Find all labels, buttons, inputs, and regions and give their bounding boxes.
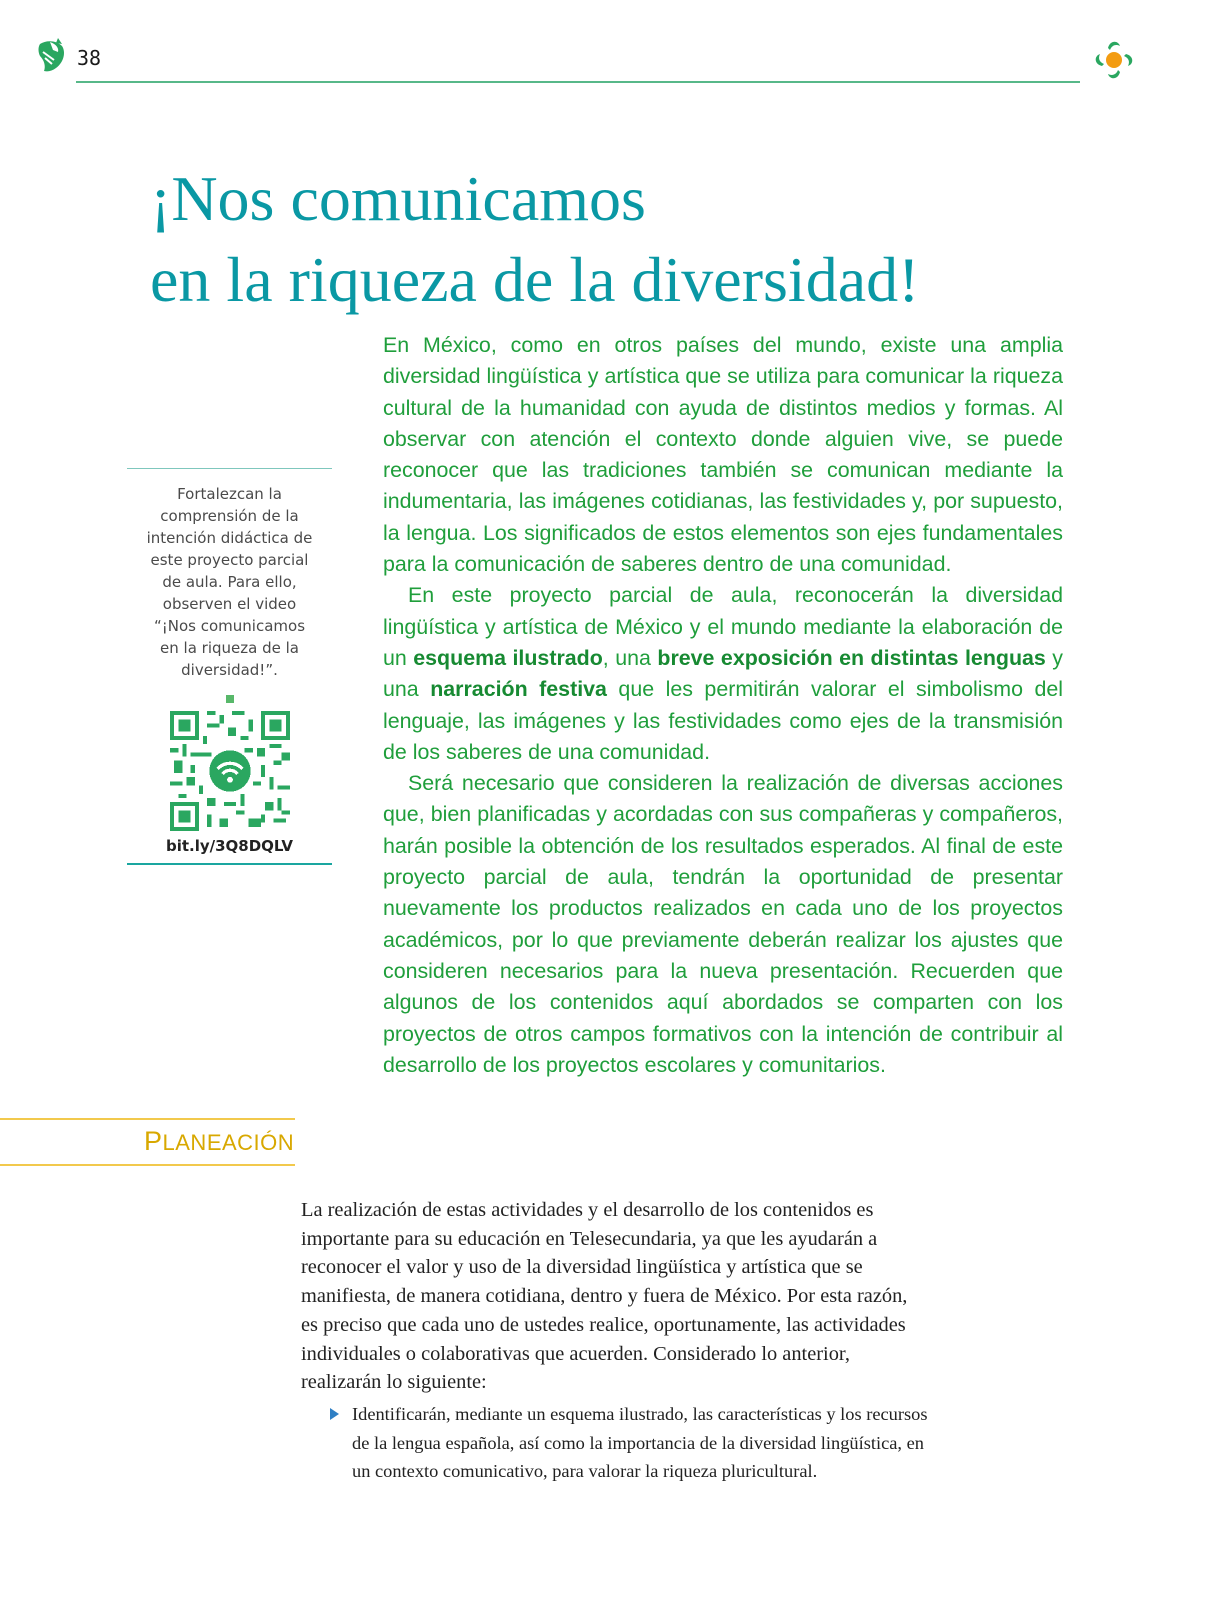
list-item-text: Identificarán, mediante un esquema ilustrado, las características y los recursos de la lengua española, así como la importancia de la diversidad lingüística, en un contexto comunicativo, para valorar la riqueza pluricultural. (352, 1404, 928, 1482)
planning-paragraph (301, 1196, 927, 1397)
intro-paragraph-2 (383, 580, 1063, 768)
intro-p2-text: y una (383, 645, 1063, 702)
intro-paragraph-3: Será necesario que consideren la realización de diversas acciones que, bien planificadas y acordadas con sus compañeras y compañeros, harán posible la obtención de los resultados esperados. Al final de este proyecto parcial de aula, tendrán la oportunidad de presentar nuevamente los productos realizados en cada uno de los proyectos académicos, por lo que previamente deberán realizar los ajustes que consideren necesarios para la nueva presentación. Recuerden que algunos de los contenidos aquí abordados se comparten con los proyectos de otros campos formativos con la intención de contribuir al desarrollo de los proyectos escolares y comunitarios. (383, 771, 1063, 1077)
list-item (330, 1400, 930, 1486)
section-heading-planeacion (144, 1126, 294, 1157)
side-note-text: Fortalezcan la comprensión de la intención didáctica de este proyecto parcial de aula. Para ello, observen el video “¡Nos comunicamos en la riqueza de la diversidad!”. (146, 485, 313, 679)
product-esquema-ilustrado: esquema ilustrado (413, 645, 603, 670)
intro-p2-text: , una (602, 645, 658, 670)
product-breve-exposicion: breve exposición en distintas lenguas (657, 645, 1046, 670)
title-line-2: en la riqueza de la diversidad! (150, 244, 920, 315)
intro-p2-text: que les permitirán valorar el simbolismo del lenguaje, las imágenes y las festividades como ejes de la transmisión de los saberes de una comunidad. (383, 677, 1064, 764)
title-line-1: ¡Nos comunicamos (150, 163, 646, 234)
leaf-logo-icon (36, 38, 68, 74)
heading-initial: P (144, 1126, 163, 1156)
intro-paragraph-1: En México, como en otros países del mundo, existe una amplia diversidad lingüística y artística que se utiliza para comunicar la riqueza cultural de la humanidad con ayuda de distintos medios y formas. Al observar con atención el contexto donde alguien vive, se puede reconocer que las tradiciones también se comunican mediante la indumentaria, las imágenes cotidianas, las festividades y, por supuesto, la lengua. Los significados de estos elementos son ejes fundamentales para la comunicación de saberes dentro de una comunidad. (383, 333, 1063, 577)
qr-link[interactable]: bit.ly/3Q8DQLV (165, 837, 294, 855)
side-note (127, 468, 332, 865)
qr-code-icon[interactable] (170, 711, 290, 831)
intro-text (383, 330, 1063, 1081)
planning-paragraph-text: La realización de estas actividades y el desarrollo de los contenidos es importante para su educación en Telesecundaria, ya que les ayudarán a reconocer el valor y uso de la diversidad lingüística y artística que se manifiesta, de manera cotidiana, dentro y fuera de México. Por esta razón, es preciso que cada uno de ustedes realice, oportunamente, las actividades individuales o colaborativas que acuerden. Considerado lo anterior, realizarán lo siguiente: (301, 1199, 908, 1394)
page-number: 38 (77, 46, 102, 70)
triangle-bullet-icon (330, 1408, 339, 1420)
product-narracion-festiva: narración festiva (430, 677, 607, 702)
heading-rest: LANEACIÓN (162, 1130, 295, 1155)
flower-logo-icon (1088, 34, 1140, 86)
side-note-dot (226, 695, 234, 703)
intro-p2-text: En este proyecto parcial de aula, reconocerán la diversidad lingüística y artística de México y el mundo mediante la elaboración de un (383, 583, 1063, 670)
page-title (150, 158, 1150, 320)
header-rule (76, 81, 1080, 83)
